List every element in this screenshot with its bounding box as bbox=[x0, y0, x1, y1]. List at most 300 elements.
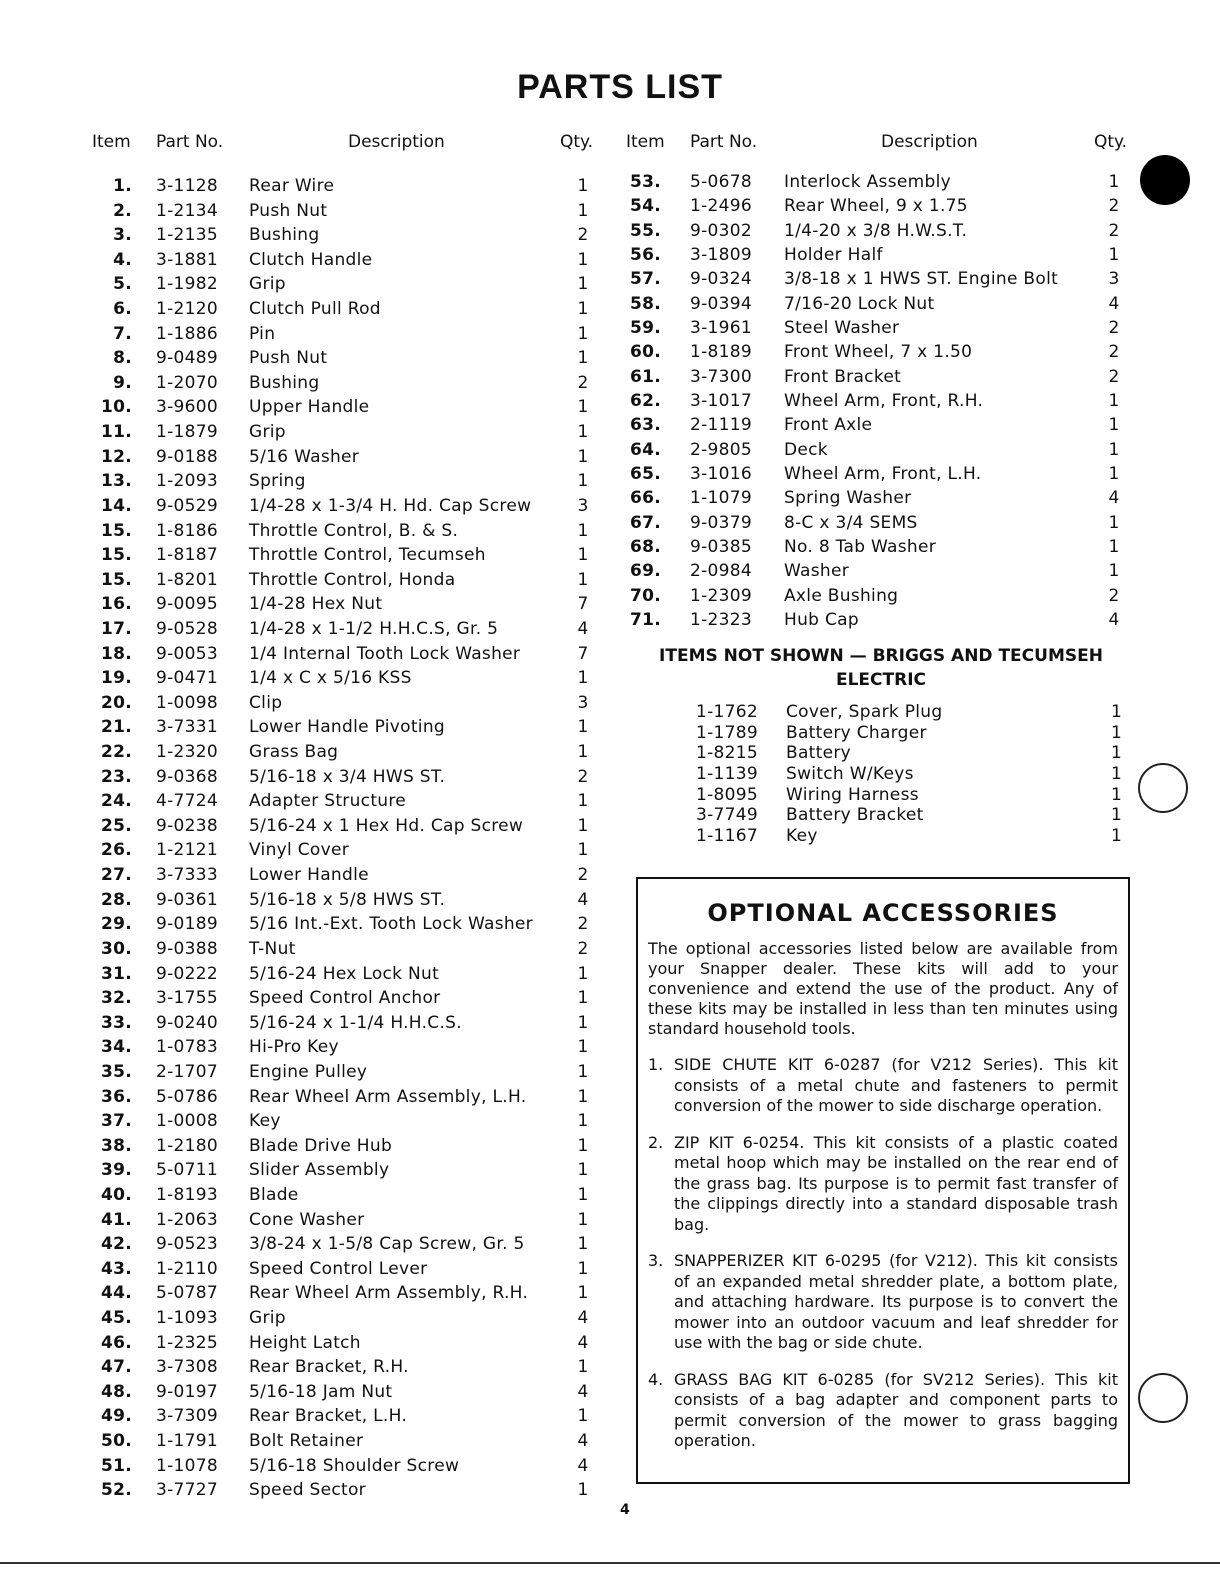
table-row bbox=[92, 742, 612, 767]
items-not-shown bbox=[626, 644, 1136, 847]
part-qty: 7 bbox=[577, 643, 589, 664]
part-qty: 7 bbox=[577, 594, 589, 615]
part-qty: 2 bbox=[1108, 196, 1120, 217]
part-number: 1-1079 bbox=[690, 488, 753, 509]
part-number: 9-0361 bbox=[156, 889, 219, 910]
table-row bbox=[92, 816, 612, 841]
part-qty: 4 bbox=[577, 1381, 589, 1402]
item-number: 51. bbox=[100, 1455, 132, 1476]
part-description: Pin bbox=[249, 323, 276, 344]
part-qty: 4 bbox=[577, 1332, 589, 1353]
part-description: Wiring Harness bbox=[786, 784, 919, 805]
part-qty: 4 bbox=[577, 618, 589, 639]
accessory-item bbox=[648, 1055, 1118, 1117]
table-header bbox=[92, 132, 612, 160]
part-description: Holder Half bbox=[784, 244, 883, 265]
item-number: 61. bbox=[629, 366, 661, 387]
table-row bbox=[626, 805, 1136, 826]
part-description: Grip bbox=[249, 422, 286, 443]
part-qty: 1 bbox=[577, 1357, 589, 1378]
part-number: 1-2110 bbox=[156, 1258, 219, 1279]
part-number: 9-0240 bbox=[156, 1012, 219, 1033]
header-description: Description bbox=[881, 132, 978, 152]
item-number: 28. bbox=[100, 889, 132, 910]
table-row bbox=[92, 1136, 612, 1161]
part-number: 5-0711 bbox=[156, 1160, 219, 1181]
item-number: 16. bbox=[100, 594, 132, 615]
part-description: Clutch Handle bbox=[249, 249, 373, 270]
table-row bbox=[92, 521, 612, 546]
part-qty: 1 bbox=[1111, 722, 1123, 743]
binder-hole-icon bbox=[1140, 155, 1190, 205]
part-qty: 1 bbox=[577, 1258, 589, 1279]
table-row bbox=[626, 269, 1136, 293]
accessory-item bbox=[648, 1133, 1118, 1236]
part-description: Front Bracket bbox=[784, 366, 902, 387]
part-number: 9-0379 bbox=[690, 512, 753, 533]
item-number: 46. bbox=[100, 1332, 132, 1353]
header-item: Item bbox=[626, 132, 665, 152]
part-number: 5-0786 bbox=[156, 1086, 219, 1107]
item-number: 48. bbox=[100, 1381, 132, 1402]
table-row bbox=[92, 447, 612, 472]
part-qty: 3 bbox=[577, 692, 589, 713]
table-row bbox=[626, 586, 1136, 610]
part-qty: 1 bbox=[577, 569, 589, 590]
part-number: 1-2093 bbox=[156, 471, 219, 492]
part-description: 1/4-20 x 3/8 H.W.S.T. bbox=[784, 220, 968, 241]
item-number: 69. bbox=[629, 561, 661, 582]
part-description: Front Wheel, 7 x 1.50 bbox=[784, 342, 973, 363]
part-qty: 1 bbox=[577, 1037, 589, 1058]
table-row bbox=[92, 1382, 612, 1407]
table-row bbox=[92, 594, 612, 619]
part-description: 1/4-28 x 1-3/4 H. Hd. Cap Screw bbox=[249, 495, 532, 516]
item-number: 60. bbox=[629, 342, 661, 363]
part-qty: 1 bbox=[577, 1160, 589, 1181]
part-qty: 1 bbox=[1108, 463, 1120, 484]
table-row bbox=[92, 274, 612, 299]
page-title: PARTS LIST bbox=[517, 68, 723, 106]
part-qty: 1 bbox=[577, 742, 589, 763]
part-number: 2-1707 bbox=[156, 1061, 219, 1082]
part-number: 9-0385 bbox=[690, 536, 753, 557]
table-row bbox=[92, 840, 612, 865]
part-number: 4-7724 bbox=[156, 791, 219, 812]
table-row bbox=[626, 785, 1136, 806]
part-qty: 1 bbox=[577, 1184, 589, 1205]
parts-table-right bbox=[626, 132, 1136, 634]
part-description: 5/16-18 Jam Nut bbox=[249, 1381, 393, 1402]
part-number: 2-9805 bbox=[690, 439, 753, 460]
accessory-number: 4. bbox=[648, 1369, 664, 1389]
part-number: 5-0787 bbox=[156, 1283, 219, 1304]
part-description: Blade bbox=[249, 1184, 299, 1205]
part-qty: 1 bbox=[1108, 390, 1120, 411]
part-qty: 2 bbox=[1108, 585, 1120, 606]
part-qty: 1 bbox=[577, 446, 589, 467]
table-row bbox=[92, 1308, 612, 1333]
item-number: 45. bbox=[100, 1308, 132, 1329]
table-row bbox=[92, 250, 612, 275]
part-description: Interlock Assembly bbox=[784, 172, 951, 192]
not-shown-rows bbox=[626, 702, 1136, 847]
part-description: Rear Wheel, 9 x 1.75 bbox=[784, 196, 968, 217]
table-row bbox=[626, 743, 1136, 764]
part-qty: 4 bbox=[577, 1455, 589, 1476]
item-number: 24. bbox=[100, 791, 132, 812]
part-qty: 1 bbox=[1111, 805, 1123, 826]
item-number: 3. bbox=[113, 225, 132, 246]
part-number: 1-2325 bbox=[156, 1332, 219, 1353]
table-row bbox=[92, 496, 612, 521]
part-number: 9-0053 bbox=[156, 643, 219, 664]
part-number: 1-2320 bbox=[156, 742, 219, 763]
table-row bbox=[92, 717, 612, 742]
table-row bbox=[626, 513, 1136, 537]
part-qty: 1 bbox=[1111, 702, 1123, 722]
table-row bbox=[92, 324, 612, 349]
table-row bbox=[626, 702, 1136, 723]
item-number: 52. bbox=[100, 1480, 132, 1501]
not-shown-heading-line1: ITEMS NOT SHOWN — BRIGGS AND TECUMSEH bbox=[659, 646, 1103, 666]
part-qty: 1 bbox=[577, 176, 589, 196]
item-number: 32. bbox=[100, 988, 132, 1009]
table-row bbox=[626, 537, 1136, 561]
part-description: Rear Bracket, L.H. bbox=[249, 1406, 408, 1427]
part-qty: 1 bbox=[1108, 536, 1120, 557]
table-row bbox=[92, 1234, 612, 1259]
part-number: 3-1017 bbox=[690, 390, 753, 411]
part-description: 1/4-28 x 1-1/2 H.H.C.S, Gr. 5 bbox=[249, 618, 499, 639]
binder-hole-icon bbox=[1138, 1373, 1188, 1423]
part-qty: 1 bbox=[577, 1234, 589, 1255]
part-qty: 1 bbox=[577, 988, 589, 1009]
table-header bbox=[626, 132, 1136, 160]
part-number: 1-0008 bbox=[156, 1111, 219, 1132]
table-row bbox=[92, 767, 612, 792]
part-number: 9-0489 bbox=[156, 348, 219, 369]
table-row bbox=[626, 561, 1136, 585]
table-row bbox=[626, 723, 1136, 744]
part-description: 5/16-24 x 1-1/4 H.H.C.S. bbox=[249, 1012, 462, 1033]
part-number: 3-7749 bbox=[696, 805, 759, 826]
part-description: Battery Bracket bbox=[786, 805, 924, 826]
part-qty: 2 bbox=[577, 938, 589, 959]
part-qty: 1 bbox=[577, 471, 589, 492]
part-number: 3-1128 bbox=[156, 176, 219, 196]
table-row bbox=[626, 245, 1136, 269]
part-description: Wheel Arm, Front, R.H. bbox=[784, 390, 984, 411]
part-number: 9-0324 bbox=[690, 269, 753, 290]
item-number: 34. bbox=[100, 1037, 132, 1058]
accessories-list bbox=[648, 1055, 1118, 1452]
part-description: Hi-Pro Key bbox=[249, 1037, 339, 1058]
item-number: 44. bbox=[100, 1283, 132, 1304]
part-qty: 2 bbox=[1108, 220, 1120, 241]
table-row bbox=[92, 1185, 612, 1210]
item-number: 15. bbox=[100, 520, 132, 541]
part-number: 1-2070 bbox=[156, 372, 219, 393]
part-description: Battery Charger bbox=[786, 722, 927, 743]
item-number: 10. bbox=[100, 397, 132, 418]
part-description: Bolt Retainer bbox=[249, 1431, 364, 1452]
part-qty: 1 bbox=[577, 717, 589, 738]
part-qty: 1 bbox=[1111, 826, 1123, 847]
part-number: 1-2063 bbox=[156, 1209, 219, 1230]
table-row bbox=[626, 391, 1136, 415]
part-description: Steel Washer bbox=[784, 317, 900, 338]
header-qty: Qty. bbox=[560, 132, 594, 152]
header-part-no: Part No. bbox=[156, 132, 224, 152]
part-description: Vinyl Cover bbox=[249, 840, 350, 861]
part-qty: 1 bbox=[577, 545, 589, 566]
part-description: 1/4 Internal Tooth Lock Washer bbox=[249, 643, 521, 664]
part-number: 1-0098 bbox=[156, 692, 219, 713]
item-number: 49. bbox=[100, 1406, 132, 1427]
item-number: 59. bbox=[629, 317, 661, 338]
page-bottom-rule bbox=[0, 1562, 1220, 1564]
item-number: 41. bbox=[100, 1209, 132, 1230]
part-number: 1-2496 bbox=[690, 196, 753, 217]
part-description: Height Latch bbox=[249, 1332, 361, 1353]
part-description: Axle Bushing bbox=[784, 585, 899, 606]
part-qty: 1 bbox=[1111, 764, 1123, 785]
part-number: 1-1762 bbox=[696, 702, 759, 722]
part-description: Lower Handle Pivoting bbox=[249, 717, 445, 738]
item-number: 68. bbox=[629, 536, 661, 557]
accessories-title: OPTIONAL ACCESSORIES bbox=[707, 899, 1059, 927]
table-row bbox=[92, 668, 612, 693]
part-description: Bushing bbox=[249, 225, 320, 246]
part-qty: 1 bbox=[1108, 561, 1120, 582]
item-number: 20. bbox=[100, 692, 132, 713]
part-description: Push Nut bbox=[249, 200, 328, 221]
item-number: 18. bbox=[100, 643, 132, 664]
part-description: Rear Bracket, R.H. bbox=[249, 1357, 409, 1378]
part-number: 9-0302 bbox=[690, 220, 753, 241]
part-description: Throttle Control, Tecumseh bbox=[249, 545, 486, 566]
item-number: 43. bbox=[100, 1258, 132, 1279]
part-description: 1/4 x C x 5/16 KSS bbox=[249, 668, 412, 689]
table-row bbox=[92, 373, 612, 398]
part-number: 1-2134 bbox=[156, 200, 219, 221]
part-qty: 1 bbox=[1111, 784, 1123, 805]
part-description: 5/16-18 x 5/8 HWS ST. bbox=[249, 889, 446, 910]
table-row bbox=[92, 619, 612, 644]
part-number: 9-0528 bbox=[156, 618, 219, 639]
part-qty: 1 bbox=[577, 815, 589, 836]
part-qty: 1 bbox=[577, 520, 589, 541]
not-shown-heading bbox=[626, 644, 1136, 692]
table-row bbox=[92, 348, 612, 373]
part-description: Rear Wheel Arm Assembly, L.H. bbox=[249, 1086, 527, 1107]
item-number: 14. bbox=[100, 495, 132, 516]
not-shown-heading-line2: ELECTRIC bbox=[835, 670, 927, 690]
part-number: 1-8095 bbox=[696, 784, 759, 805]
table-row bbox=[92, 1480, 612, 1505]
table-row bbox=[92, 1333, 612, 1358]
part-description: 1/4-28 Hex Nut bbox=[249, 594, 383, 615]
item-number: 29. bbox=[100, 914, 132, 935]
part-qty: 1 bbox=[1108, 439, 1120, 460]
part-qty: 2 bbox=[577, 766, 589, 787]
part-description: Grip bbox=[249, 1308, 286, 1329]
accessory-item bbox=[648, 1370, 1118, 1452]
part-description: Slider Assembly bbox=[249, 1160, 390, 1181]
table-row bbox=[92, 1431, 612, 1456]
part-description: Grip bbox=[249, 274, 286, 295]
table-row bbox=[92, 890, 612, 915]
part-description: 3/8-18 x 1 HWS ST. Engine Bolt bbox=[784, 269, 1059, 290]
part-qty: 2 bbox=[577, 372, 589, 393]
item-number: 8. bbox=[113, 348, 132, 369]
table-row bbox=[92, 1013, 612, 1038]
item-number: 70. bbox=[629, 585, 661, 606]
parts-rows-right bbox=[626, 172, 1136, 634]
part-description: Wheel Arm, Front, L.H. bbox=[784, 463, 982, 484]
part-number: 9-0197 bbox=[156, 1381, 219, 1402]
part-description: Battery bbox=[786, 743, 852, 764]
part-qty: 1 bbox=[577, 299, 589, 320]
part-qty: 1 bbox=[577, 668, 589, 689]
part-number: 3-1809 bbox=[690, 244, 753, 265]
part-qty: 1 bbox=[577, 1209, 589, 1230]
part-number: 1-1167 bbox=[696, 826, 759, 847]
part-number: 3-9600 bbox=[156, 397, 219, 418]
table-row bbox=[626, 221, 1136, 245]
accessory-item bbox=[648, 1251, 1118, 1354]
item-number: 53. bbox=[629, 172, 661, 192]
part-qty: 2 bbox=[1108, 342, 1120, 363]
part-number: 1-1879 bbox=[156, 422, 219, 443]
item-number: 11. bbox=[100, 422, 132, 443]
part-number: 1-1982 bbox=[156, 274, 219, 295]
item-number: 37. bbox=[100, 1111, 132, 1132]
part-description: Grass Bag bbox=[249, 742, 339, 763]
part-qty: 1 bbox=[1108, 415, 1120, 436]
part-number: 1-1139 bbox=[696, 764, 759, 785]
part-number: 2-1119 bbox=[690, 415, 753, 436]
table-row bbox=[92, 1160, 612, 1185]
part-qty: 2 bbox=[577, 914, 589, 935]
part-qty: 1 bbox=[577, 1406, 589, 1427]
part-qty: 1 bbox=[577, 274, 589, 295]
part-number: 1-0783 bbox=[156, 1037, 219, 1058]
item-number: 42. bbox=[100, 1234, 132, 1255]
item-number: 19. bbox=[100, 668, 132, 689]
header-qty: Qty. bbox=[1094, 132, 1128, 152]
optional-accessories-box bbox=[636, 877, 1130, 1484]
table-row bbox=[626, 488, 1136, 512]
item-number: 56. bbox=[629, 244, 661, 265]
table-row bbox=[92, 1111, 612, 1136]
part-number: 9-0189 bbox=[156, 914, 219, 935]
part-description: Speed Control Lever bbox=[249, 1258, 428, 1279]
part-qty: 1 bbox=[577, 840, 589, 861]
part-description: Throttle Control, B. & S. bbox=[249, 520, 459, 541]
part-description: Adapter Structure bbox=[249, 791, 407, 812]
table-row bbox=[92, 1210, 612, 1235]
part-qty: 1 bbox=[577, 963, 589, 984]
part-number: 9-0394 bbox=[690, 293, 753, 314]
part-description: 7/16-20 Lock Nut bbox=[784, 293, 935, 314]
item-number: 7. bbox=[113, 323, 132, 344]
part-description: Washer bbox=[784, 561, 850, 582]
table-row bbox=[626, 610, 1136, 634]
table-row bbox=[92, 939, 612, 964]
part-description: Rear Wire bbox=[249, 176, 335, 196]
part-number: 3-1016 bbox=[690, 463, 753, 484]
table-row bbox=[92, 422, 612, 447]
item-number: 26. bbox=[100, 840, 132, 861]
table-row bbox=[626, 415, 1136, 439]
part-number: 9-0238 bbox=[156, 815, 219, 836]
item-number: 67. bbox=[629, 512, 661, 533]
part-number: 1-2309 bbox=[690, 585, 753, 606]
part-qty: 1 bbox=[577, 397, 589, 418]
item-number: 15. bbox=[100, 569, 132, 590]
part-number: 1-2121 bbox=[156, 840, 219, 861]
part-number: 1-8215 bbox=[696, 743, 759, 764]
item-number: 36. bbox=[100, 1086, 132, 1107]
item-number: 58. bbox=[629, 293, 661, 314]
table-row bbox=[626, 196, 1136, 220]
part-description: Clip bbox=[249, 692, 283, 713]
accessory-number: 1. bbox=[648, 1055, 664, 1074]
table-row bbox=[92, 964, 612, 989]
part-number: 1-8186 bbox=[156, 520, 219, 541]
table-row bbox=[92, 988, 612, 1013]
part-number: 3-7333 bbox=[156, 865, 219, 886]
part-qty: 3 bbox=[577, 495, 589, 516]
part-number: 9-0388 bbox=[156, 938, 219, 959]
part-number: 3-1881 bbox=[156, 249, 219, 270]
accessory-text: SNAPPERIZER KIT 6-0295 (for V212). This kit consists of an expanded metal shredder plate, a bottom plate, and attaching hardware. Its purpose is to convert the mower into an outdoor vacuum and leaf shredder for use with the bag or side chute. bbox=[674, 1251, 1118, 1352]
part-qty: 1 bbox=[577, 1135, 589, 1156]
accessory-text: GRASS BAG KIT 6-0285 (for SV212 Series). This kit consists of a bag adapter and component parts to permit conversion of the mower to grass bagging operation. bbox=[674, 1369, 1118, 1450]
part-description: No. 8 Tab Washer bbox=[784, 536, 937, 557]
part-description: 3/8-24 x 1-5/8 Cap Screw, Gr. 5 bbox=[249, 1234, 525, 1255]
part-description: 5/16-24 Hex Lock Nut bbox=[249, 963, 440, 984]
item-number: 15. bbox=[100, 545, 132, 566]
item-number: 30. bbox=[100, 938, 132, 959]
part-qty: 1 bbox=[577, 1012, 589, 1033]
item-number: 40. bbox=[100, 1184, 132, 1205]
page-number: 4 bbox=[620, 1502, 630, 1518]
part-number: 1-1078 bbox=[156, 1455, 219, 1476]
part-number: 9-0471 bbox=[156, 668, 219, 689]
part-description: Lower Handle bbox=[249, 865, 369, 886]
part-number: 9-0523 bbox=[156, 1234, 219, 1255]
table-row bbox=[626, 464, 1136, 488]
item-number: 66. bbox=[629, 488, 661, 509]
part-qty: 1 bbox=[577, 348, 589, 369]
table-row bbox=[626, 764, 1136, 785]
item-number: 13. bbox=[100, 471, 132, 492]
part-number: 9-0368 bbox=[156, 766, 219, 787]
part-number: 1-8201 bbox=[156, 569, 219, 590]
part-qty: 4 bbox=[1108, 488, 1120, 509]
item-number: 31. bbox=[100, 963, 132, 984]
item-number: 47. bbox=[100, 1357, 132, 1378]
item-number: 17. bbox=[100, 618, 132, 639]
part-number: 3-7331 bbox=[156, 717, 219, 738]
part-number: 1-2120 bbox=[156, 299, 219, 320]
part-description: 5/16 Int.-Ext. Tooth Lock Washer bbox=[249, 914, 533, 935]
item-number: 21. bbox=[100, 717, 132, 738]
part-description: Hub Cap bbox=[784, 609, 859, 630]
